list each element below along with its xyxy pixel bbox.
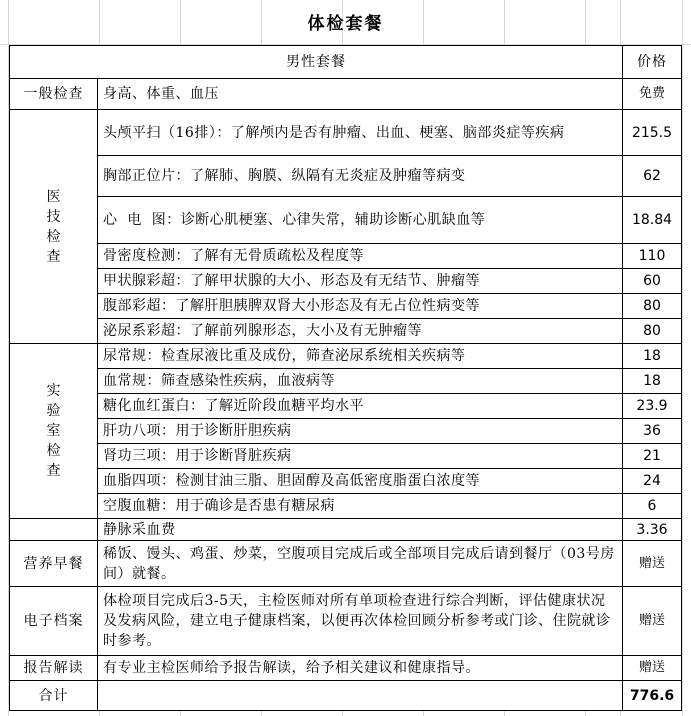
package-table — [9, 45, 682, 711]
lab-category — [10, 344, 98, 519]
lab-item-price: 36 — [623, 419, 682, 444]
table-row — [10, 110, 682, 156]
total-spacer — [98, 681, 623, 711]
table-row — [10, 269, 682, 294]
medical-item-price: 80 — [623, 294, 682, 319]
medical-item-desc: 胸部正位片：了解肺、胸膜、纵隔有无炎症及肿瘤等病变 — [98, 156, 623, 197]
medical-item-desc: 甲状腺彩超：了解甲状腺的大小、形态及有无结节、肿瘤等 — [98, 269, 623, 294]
medical-item-price: 215.5 — [623, 110, 682, 156]
venous-row — [10, 519, 682, 541]
lab-item-price: 24 — [623, 469, 682, 494]
table-row — [10, 197, 682, 244]
venous-price: 3.36 — [623, 519, 682, 541]
general-item: 身高、体重、血压 — [98, 79, 623, 110]
report-desc: 有专业主检医师给予报告解读，给予相关建议和健康指导。 — [98, 656, 623, 681]
medical-category-label: 医 技 检 查 — [46, 188, 61, 265]
lab-item-price: 21 — [623, 444, 682, 469]
medical-item-desc: 头颅平扫（16排）：了解颅内是否有肿瘤、出血、梗塞、脑部炎症等疾病 — [98, 110, 623, 156]
breakfast-row — [10, 541, 682, 587]
lab-item-desc: 血常规：筛查感染性疾病，血液病等 — [98, 369, 623, 394]
venous-desc: 静脉采血费 — [98, 519, 623, 541]
lab-category-label: 实 验 室 检 查 — [46, 383, 61, 479]
venous-category-empty — [10, 519, 98, 541]
lab-item-desc: 肾功三项：用于诊断肾脏疾病 — [98, 444, 623, 469]
table-row — [10, 319, 682, 344]
table-row — [10, 294, 682, 319]
lab-item-price: 23.9 — [623, 394, 682, 419]
breakfast-price: 赠送 — [623, 541, 682, 587]
medical-item-price: 80 — [623, 319, 682, 344]
medical-item-price: 60 — [623, 269, 682, 294]
records-row — [10, 587, 682, 656]
table-row — [10, 494, 682, 519]
table-row — [10, 344, 682, 369]
total-value: 776.6 — [623, 681, 682, 711]
package-header: 男性套餐 — [10, 46, 623, 79]
lab-item-desc: 糖化血红蛋白：了解近阶段血糖平均水平 — [98, 394, 623, 419]
lab-item-desc: 血脂四项：检测甘油三脂、胆固醇及高低密度脂蛋白浓度等 — [98, 469, 623, 494]
general-row — [10, 79, 682, 110]
table-row — [10, 369, 682, 394]
lab-item-desc: 尿常规：检查尿液比重及成份，筛查泌尿系统相关疾病等 — [98, 344, 623, 369]
breakfast-category: 营养早餐 — [10, 541, 98, 587]
general-category: 一般检查 — [10, 79, 98, 110]
records-price: 赠送 — [623, 587, 682, 656]
medical-item-price: 62 — [623, 156, 682, 197]
lab-item-desc: 空腹血糖：用于确诊是否患有糖尿病 — [98, 494, 623, 519]
page-title: 体检套餐 — [307, 14, 384, 34]
table-row — [10, 469, 682, 494]
report-category: 报告解读 — [10, 656, 98, 681]
header-row — [10, 46, 682, 79]
medical-item-desc: 腹部彩超：了解肝胆胰脾双肾大小形态及有无占位性病变等 — [98, 294, 623, 319]
breakfast-desc: 稀饭、馒头、鸡蛋、炒菜，空腹项目完成后或全部项目完成后请到餐厅（03号房间）就餐。 — [98, 541, 623, 587]
records-desc: 体检项目完成后3-5天，主检医师对所有单项检查进行综合判断，评估健康状况及发病风险，建立电子健康档案，以便再次体检回顾分析参考或门诊、住院就诊时参考。 — [98, 587, 623, 656]
total-label: 合计 — [10, 681, 98, 711]
records-category: 电子档案 — [10, 587, 98, 656]
lab-item-price: 18 — [623, 344, 682, 369]
lab-item-price: 18 — [623, 369, 682, 394]
total-row — [10, 681, 682, 711]
medical-item-price: 110 — [623, 244, 682, 269]
lab-item-price: 6 — [623, 494, 682, 519]
report-row — [10, 656, 682, 681]
medical-item-desc: 骨密度检测：了解有无骨质疏松及程度等 — [98, 244, 623, 269]
price-header: 价格 — [623, 46, 682, 79]
general-price: 免费 — [623, 79, 682, 110]
table-row — [10, 419, 682, 444]
medical-item-desc: 泌尿系彩超：了解前列腺形态，大小及有无肿瘤等 — [98, 319, 623, 344]
report-price: 赠送 — [623, 656, 682, 681]
table-row — [10, 244, 682, 269]
medical-item-price: 18.84 — [623, 197, 682, 244]
medical-item-desc: 心 电 图：诊断心肌梗塞、心律失常，辅助诊断心肌缺血等 — [98, 197, 623, 244]
table-row — [10, 444, 682, 469]
medical-category — [10, 110, 98, 344]
lab-item-desc: 肝功八项：用于诊断肝胆疾病 — [98, 419, 623, 444]
table-row — [10, 394, 682, 419]
table-row — [10, 156, 682, 197]
